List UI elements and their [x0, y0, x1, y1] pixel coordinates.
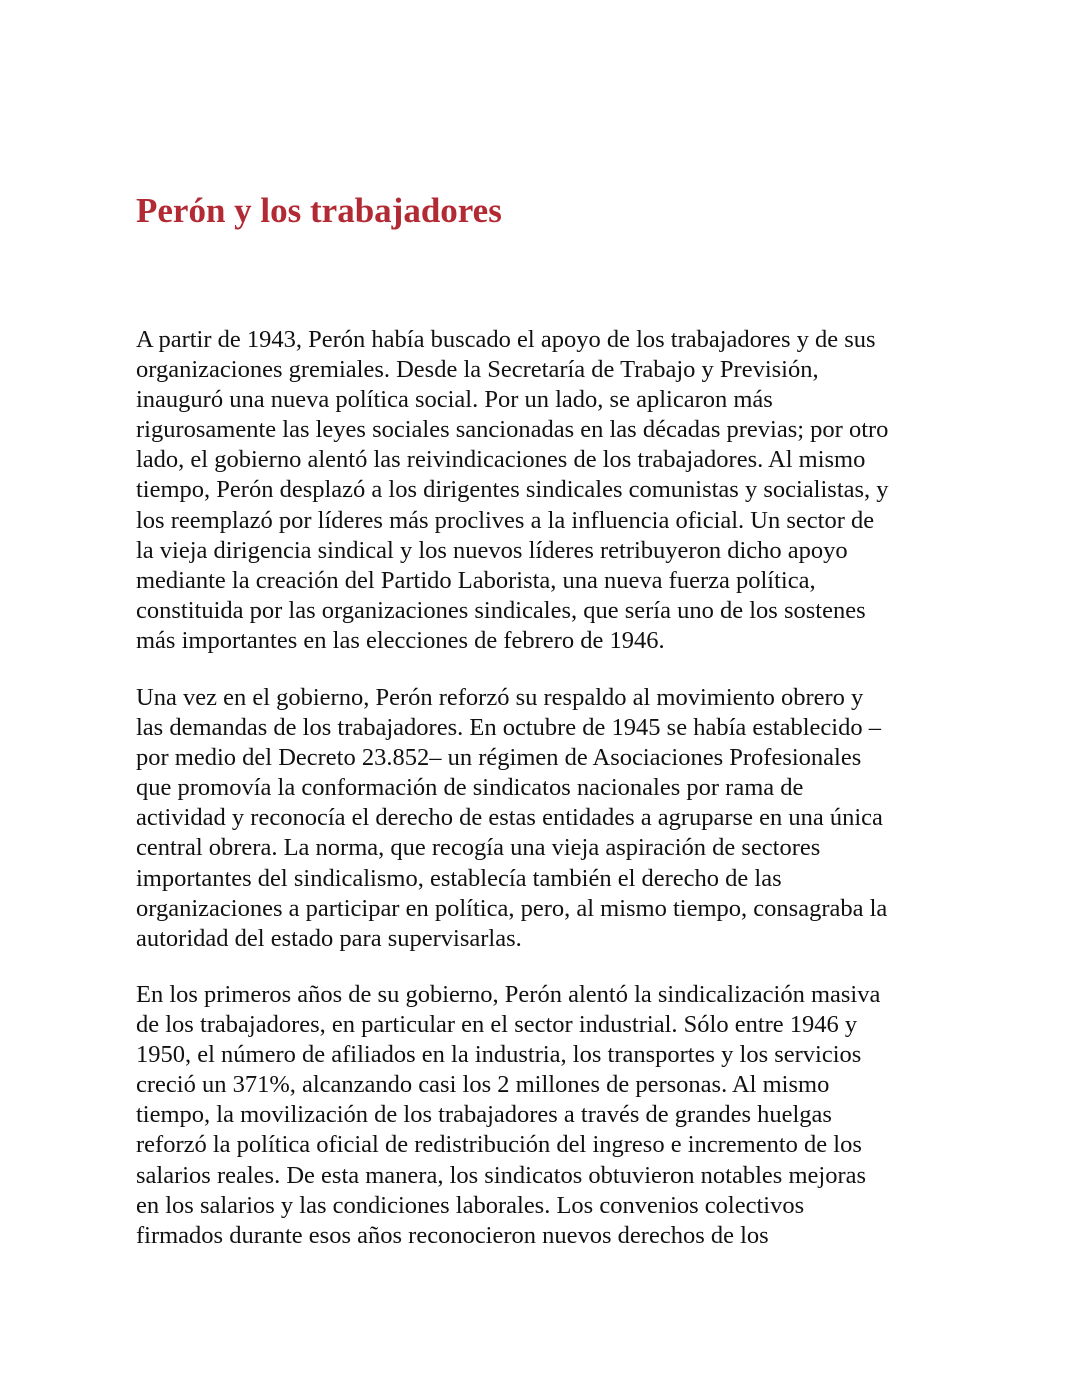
- text-line: rigurosamente las leyes sociales sancionadas en las décadas previas; por otro: [136, 416, 889, 444]
- text-line: firmados durante esos años reconocieron nuevos derechos de los: [136, 1221, 769, 1249]
- text-line: más importantes en las elecciones de febrero de 1946.: [136, 626, 665, 654]
- text-line: por medio del Decreto 23.852– un régimen de Asociaciones Profesionales: [136, 744, 862, 772]
- text-line: organizaciones gremiales. Desde la Secretaría de Trabajo y Previsión,: [136, 356, 819, 384]
- text-line: las demandas de los trabajadores. En octubre de 1945 se había establecido –: [136, 714, 881, 742]
- text-line: En los primeros años de su gobierno, Perón alentó la sindicalización masiva: [136, 981, 881, 1008]
- text-line: Una vez en el gobierno, Perón reforzó su respaldo al movimiento obrero y: [136, 684, 864, 711]
- text-line: lado, el gobierno alentó las reivindicaciones de los trabajadores. Al mismo: [136, 446, 866, 474]
- text-line: que promovía la conformación de sindicatos nacionales por rama de: [136, 774, 804, 802]
- paragraph-1: [136, 325, 889, 656]
- text-line: reforzó la política oficial de redistribución del ingreso e incremento de los: [136, 1131, 862, 1159]
- text-line: 1950, el número de afiliados en la industria, los transportes y los servicios: [136, 1041, 862, 1069]
- text-line: en los salarios y las condiciones laborales. Los convenios colectivos: [136, 1191, 805, 1219]
- text-line: autoridad del estado para supervisarlas.: [136, 924, 522, 952]
- text-line: central obrera. La norma, que recogía una vieja aspiración de sectores: [136, 834, 821, 862]
- text-line: los reemplazó por líderes más proclives a la influencia oficial. Un sector de: [136, 506, 875, 534]
- text-line: inauguró una nueva política social. Por un lado, se aplicaron más: [136, 386, 773, 414]
- paragraph-2: [136, 683, 887, 954]
- text-line: creció un 371%, alcanzando casi los 2 millones de personas. Al mismo: [136, 1071, 830, 1099]
- text-line: actividad y reconocía el derecho de estas entidades a agruparse en una única: [136, 804, 883, 832]
- page-title: Perón y los trabajadores: [136, 191, 502, 230]
- paragraph-3: [136, 980, 880, 1251]
- text-line: tiempo, Perón desplazó a los dirigentes sindicales comunistas y socialistas, y: [136, 476, 889, 504]
- text-line: la vieja dirigencia sindical y los nuevos líderes retribuyeron dicho apoyo: [136, 536, 848, 564]
- text-line: salarios reales. De esta manera, los sindicatos obtuvieron notables mejoras: [136, 1161, 867, 1189]
- text-line: importantes del sindicalismo, establecía también el derecho de las: [136, 864, 782, 892]
- text-line: organizaciones a participar en política, pero, al mismo tiempo, consagraba la: [136, 894, 888, 922]
- text-line: de los trabajadores, en particular en el sector industrial. Sólo entre 1946 y: [136, 1011, 858, 1039]
- text-line: tiempo, la movilización de los trabajadores a través de grandes huelgas: [136, 1101, 832, 1129]
- text-line: A partir de 1943, Perón había buscado el apoyo de los trabajadores y de sus: [136, 326, 876, 353]
- text-line: constituida por las organizaciones sindicales, que sería uno de los sostenes: [136, 596, 866, 624]
- text-line: mediante la creación del Partido Laborista, una nueva fuerza política,: [136, 566, 816, 594]
